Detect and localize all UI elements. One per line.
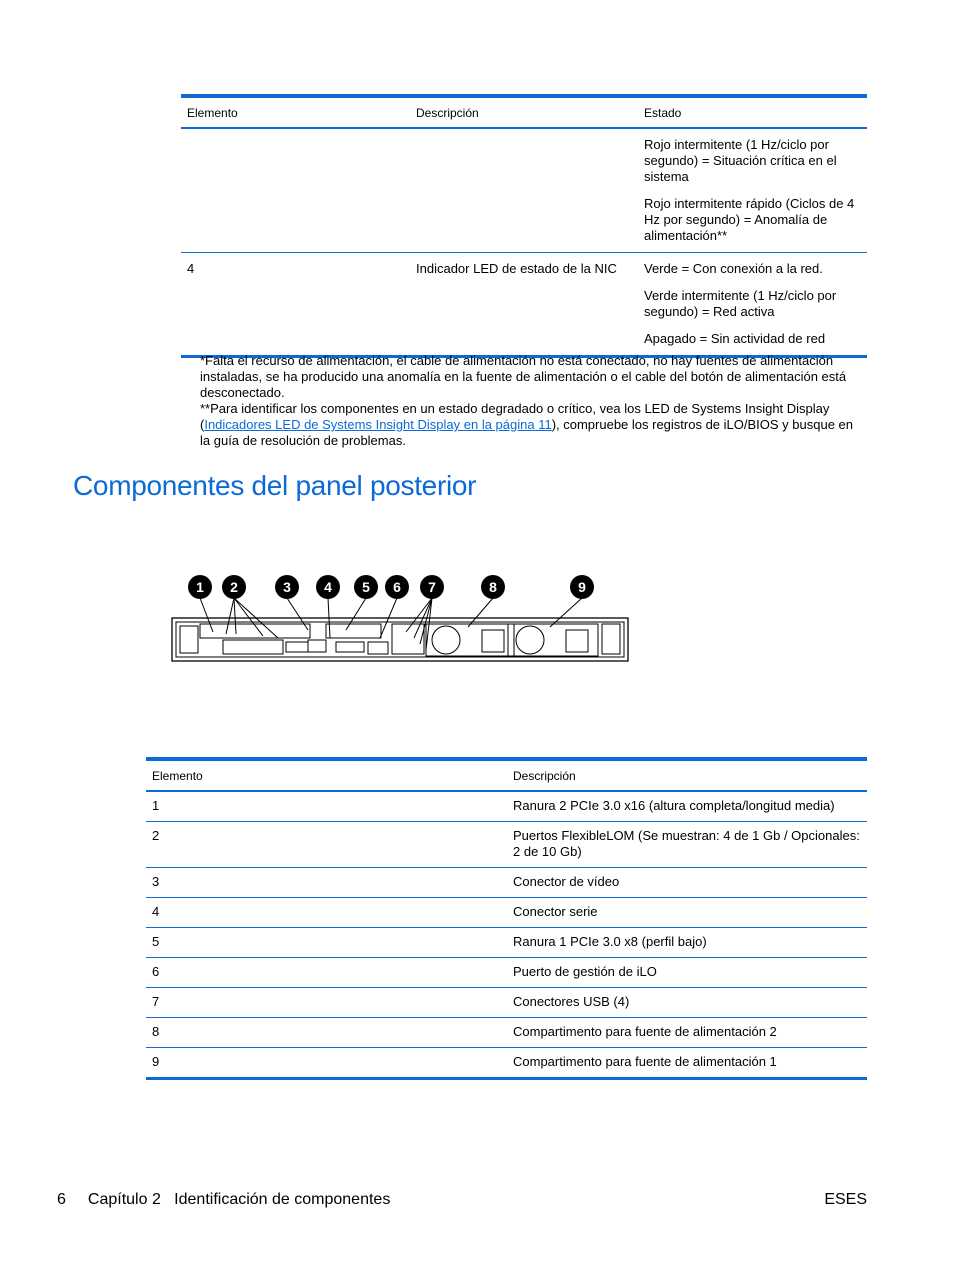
callout-label-7: 7 — [428, 579, 436, 595]
table-row — [146, 928, 867, 958]
rear-panel-components-table — [146, 757, 867, 1080]
sid-led-link[interactable]: Indicadores LED de Systems Insight Display en la página 11 — [204, 417, 552, 432]
page-number: 6 — [57, 1191, 66, 1208]
footer-locale: ESES — [824, 1191, 867, 1208]
callout-label-3: 3 — [283, 579, 291, 595]
cell-descripcion: Indicador LED de estado de la NIC — [410, 253, 638, 357]
column-header-elemento: Elemento — [181, 96, 410, 128]
cell-estado — [638, 253, 867, 357]
cell-descripcion: Puerto de gestión de iLO — [507, 958, 867, 988]
cell-elemento: 7 — [146, 988, 507, 1018]
cell-descripcion: Conector serie — [507, 898, 867, 928]
callout-markers — [188, 575, 594, 599]
cell-elemento: 9 — [146, 1048, 507, 1079]
state-text: Verde = Con conexión a la red. — [644, 261, 823, 276]
cell-descripcion: Puertos FlexibleLOM (Se muestran: 4 de 1 Gb / Opcionales: 2 de 10 Gb) — [507, 822, 867, 868]
callout-label-4: 4 — [324, 579, 332, 595]
rear-panel-illustration — [168, 572, 632, 664]
cell-descripcion: Conectores USB (4) — [507, 988, 867, 1018]
table-row — [146, 958, 867, 988]
table-row — [146, 791, 867, 822]
section-title: Componentes del panel posterior — [73, 470, 477, 501]
chapter-title: Capítulo 2 Identificación de componentes — [87, 1191, 391, 1208]
callout-label-5: 5 — [362, 579, 370, 595]
callout-label-1: 1 — [196, 579, 204, 595]
state-text: Apagado = Sin actividad de red — [644, 331, 826, 346]
table-row — [146, 1048, 867, 1079]
cell-estado — [638, 128, 867, 253]
cell-descripcion: Ranura 1 PCIe 3.0 x8 (perfil bajo) — [507, 928, 867, 958]
table-row — [146, 988, 867, 1018]
cell-elemento — [181, 128, 410, 253]
table-footnotes — [200, 353, 860, 449]
cell-descripcion: Compartimento para fuente de alimentación 2 — [507, 1018, 867, 1048]
table-row — [146, 868, 867, 898]
cell-elemento: 8 — [146, 1018, 507, 1048]
table-row — [181, 253, 867, 357]
led-status-table — [181, 94, 867, 358]
column-header-descripcion: Descripción — [507, 759, 867, 791]
column-header-elemento: Elemento — [146, 759, 507, 791]
column-header-descripcion: Descripción — [410, 96, 638, 128]
footnote-power: *Falta el recurso de alimentación, el cable de alimentación no está conectado, no hay fuentes de alimentación instaladas, se ha producido una anomalía en la fuente de alimentación o el cable del botón de alimentación está desconectado. — [200, 353, 847, 400]
table-row — [146, 1018, 867, 1048]
cell-elemento: 2 — [146, 822, 507, 868]
callout-label-6: 6 — [393, 579, 401, 595]
cell-elemento: 3 — [146, 868, 507, 898]
cell-elemento: 6 — [146, 958, 507, 988]
callout-label-9: 9 — [578, 579, 586, 595]
cell-descripcion: Ranura 2 PCIe 3.0 x16 (altura completa/longitud media) — [507, 791, 867, 822]
callout-label-2: 2 — [230, 579, 238, 595]
table-row — [181, 128, 867, 253]
callout-label-8: 8 — [489, 579, 497, 595]
cell-elemento: 4 — [181, 253, 410, 357]
table-row — [146, 898, 867, 928]
page-footer-left — [57, 1191, 390, 1209]
rear-panel-figure — [168, 572, 632, 664]
cell-descripcion — [410, 128, 638, 253]
cell-descripcion: Conector de vídeo — [507, 868, 867, 898]
cell-elemento: 5 — [146, 928, 507, 958]
cell-descripcion: Compartimento para fuente de alimentación 1 — [507, 1048, 867, 1079]
column-header-estado: Estado — [638, 96, 867, 128]
cell-elemento: 4 — [146, 898, 507, 928]
state-text: Rojo intermitente (1 Hz/ciclo por segundo) = Situación crítica en el sistema — [644, 137, 837, 184]
footnote-text: **Para identificar los componentes en un estado degradado o crítico, vea los LED de Systems Insight Display ( — [200, 401, 830, 432]
state-text: Rojo intermitente rápido (Ciclos de 4 Hz por segundo) = Anomalía de alimentación** — [644, 196, 855, 243]
footnote-text: ), compruebe los registros de iLO/BIOS y busque en la guía de resolución de problemas. — [200, 417, 854, 448]
cell-elemento: 1 — [146, 791, 507, 822]
state-text: Verde intermitente (1 Hz/ciclo por segundo) = Red activa — [644, 288, 837, 319]
footnote-degraded — [200, 401, 860, 449]
table-row — [146, 822, 867, 868]
